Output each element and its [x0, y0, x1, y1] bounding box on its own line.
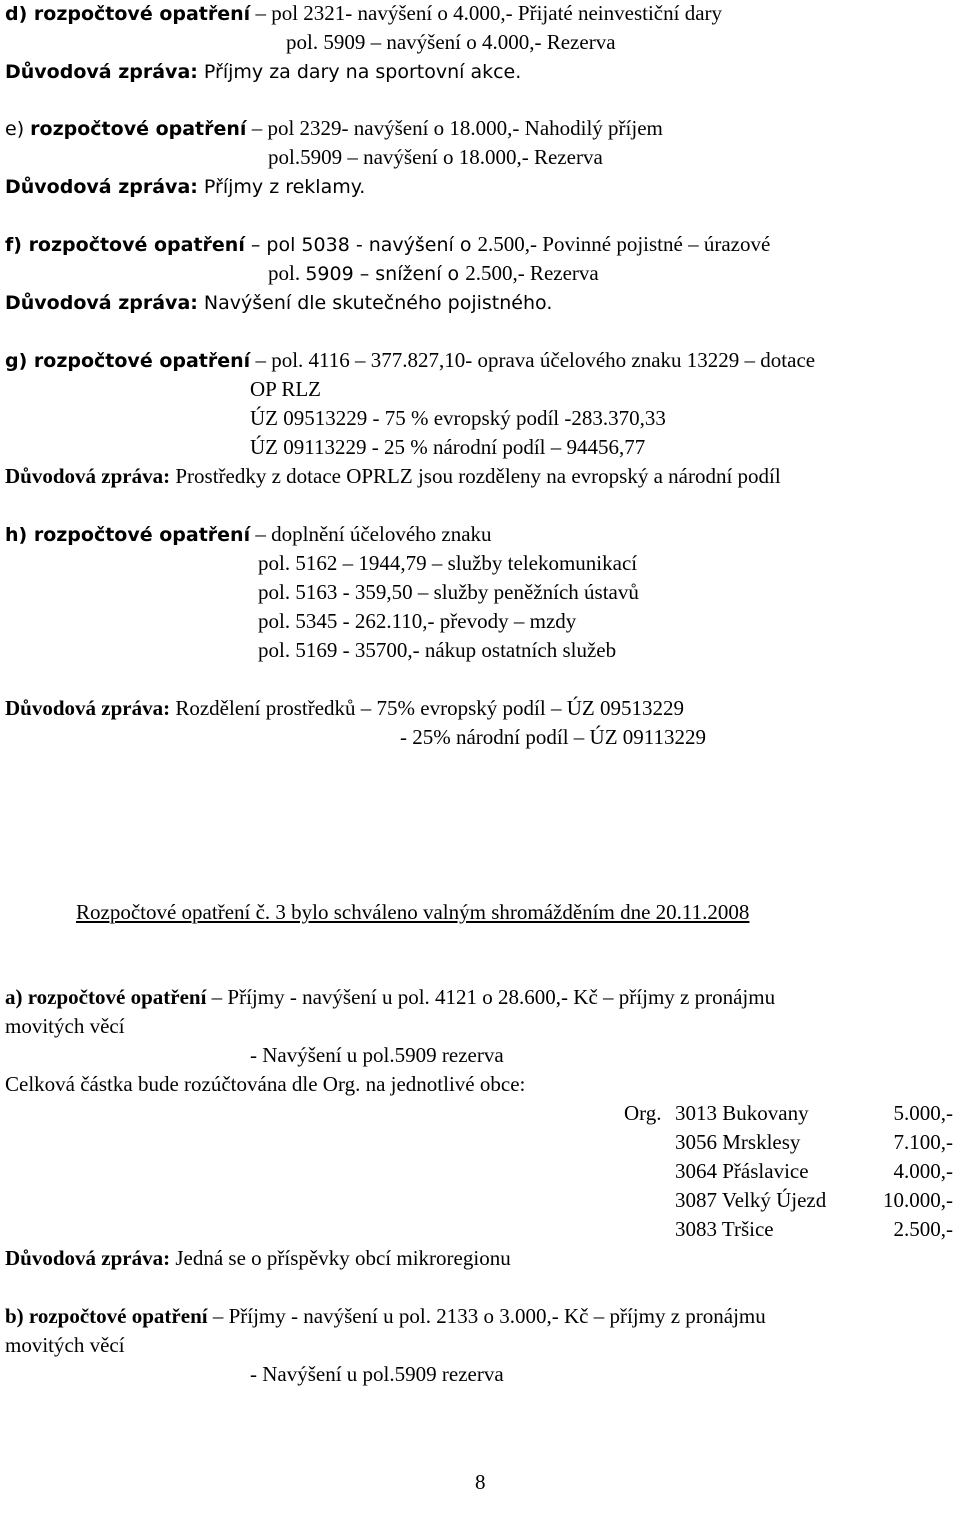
- section-b-line-2: movitých věcí: [5, 1333, 125, 1357]
- list-item: pol. 5345 - 262.110,- převody – mzdy: [258, 609, 577, 633]
- reason-text: Příjmy z reklamy.: [197, 176, 366, 198]
- org-amount: 2.500,-: [893, 1217, 953, 1241]
- section-h-text: – doplnění účelového znaku: [250, 522, 492, 546]
- section-a-reason: [5, 1246, 511, 1270]
- org-name: 3083 Tršice: [675, 1217, 774, 1241]
- section-e-heading: e) rozpočtové opatření: [5, 118, 247, 140]
- section-a-line-4: Celková částka bude rozúčtována dle Org. na jednotlivé obce:: [5, 1072, 526, 1096]
- org-amount: 5.000,-: [893, 1101, 953, 1125]
- section-b-heading: b) rozpočtové opatření: [5, 1304, 208, 1328]
- reason-label: Důvodová zpráva:: [5, 61, 198, 83]
- section-a-line-3: - Navýšení u pol.5909 rezerva: [250, 1043, 504, 1067]
- section-b-line-3: - Navýšení u pol.5909 rezerva: [250, 1362, 504, 1386]
- list-item: pol. 5163 - 359,50 – služby peněžních ústavů: [258, 580, 639, 604]
- reason-text: Rozdělení prostředků – 75% evropský podíl – ÚZ 09513229: [170, 696, 684, 720]
- section-g-text: – pol. 4116 – 377.827,10- oprava účelového znaku 13229 – dotace: [250, 348, 816, 372]
- section-f-text-b: 2.500,- Povinné pojistné – úrazové: [477, 232, 771, 256]
- org-amount: 10.000,-: [883, 1188, 953, 1212]
- list-item: pol. 5162 – 1944,79 – služby telekomunikací: [258, 551, 638, 575]
- org-amount: 7.100,-: [893, 1130, 953, 1154]
- section-g-heading: g) rozpočtové opatření: [5, 350, 251, 372]
- section-a-heading: a) rozpočtové opatření: [5, 985, 207, 1009]
- reason-label: Důvodová zpráva:: [5, 1246, 171, 1270]
- section-h-reason-line-2: - 25% národní podíl – ÚZ 09113229: [400, 725, 707, 749]
- section-g-line-3: ÚZ 09513229 - 75 % evropský podíl -283.370,33: [250, 406, 666, 430]
- list-item: pol. 5169 - 35700,- nákup ostatních služeb: [258, 638, 617, 662]
- section-f-line-2: [268, 261, 599, 286]
- section-e-line-2: pol.5909 – navýšení o 18.000,- Rezerva: [268, 145, 603, 169]
- approval-statement: Rozpočtové opatření č. 3 bylo schváleno valným shromážděním dne 20.11.2008: [76, 900, 750, 924]
- section-b-text: – Příjmy - navýšení u pol. 2133 o 3.000,- Kč – příjmy z pronájmu: [207, 1304, 766, 1328]
- section-d-line-2: pol. 5909 – navýšení o 4.000,- Rezerva: [286, 30, 616, 54]
- section-e-reason: [5, 174, 365, 199]
- section-d-text: – pol 2321- navýšení o 4.000,- Přijaté neinvestiční dary: [250, 1, 723, 25]
- reason-label: Důvodová zpráva:: [5, 292, 198, 314]
- section-f-text-a: – pol 5038 - navýšení o: [244, 234, 478, 256]
- section-d-line-1: [5, 1, 722, 26]
- org-name: 3064 Přáslavice: [675, 1159, 809, 1183]
- section-f-line-1: [5, 232, 770, 257]
- section-a-line-2: movitých věcí: [5, 1014, 125, 1038]
- reason-label: Důvodová zpráva:: [5, 696, 171, 720]
- org-name: 3013 Bukovany: [675, 1101, 809, 1125]
- section-b-line-1: [5, 1304, 766, 1328]
- section-h-heading: h) rozpočtové opatření: [5, 524, 251, 546]
- reason-text: Příjmy za dary na sportovní akce.: [197, 61, 522, 83]
- org-label: Org.: [624, 1101, 662, 1125]
- section-g-line-1: [5, 348, 815, 373]
- reason-text: Prostředky z dotace OPRLZ jsou rozděleny na evropský a národní podíl: [170, 464, 781, 488]
- section-a-text: – Příjmy - navýšení u pol. 4121 o 28.600,- Kč – příjmy z pronájmu: [206, 985, 776, 1009]
- section-g-reason: [5, 464, 781, 488]
- org-amount: 4.000,-: [893, 1159, 953, 1183]
- reason-text: Jedná se o příspěvky obcí mikroregionu: [170, 1246, 511, 1270]
- section-f-decrease: 5909 – snížení o: [305, 263, 466, 285]
- section-e-text: – pol 2329- navýšení o 18.000,- Nahodilý příjem: [246, 116, 663, 140]
- section-g-line-4: ÚZ 09113229 - 25 % národní podíl – 94456,77: [250, 435, 646, 459]
- section-f-reason: [5, 290, 552, 315]
- section-f-heading: f) rozpočtové opatření: [5, 234, 245, 256]
- page-number: 8: [475, 1470, 486, 1494]
- section-g-line-2: OP RLZ: [250, 377, 321, 401]
- section-h-reason: [5, 696, 684, 720]
- section-d-reason: [5, 59, 521, 84]
- reason-label: Důvodová zpráva:: [5, 464, 171, 488]
- reason-label: Důvodová zpráva:: [5, 176, 198, 198]
- section-f-reserve: 2.500,- Rezerva: [465, 261, 599, 285]
- section-d-heading: d) rozpočtové opatření: [5, 3, 251, 25]
- org-name: 3056 Mrsklesy: [675, 1130, 801, 1154]
- reason-text: Navýšení dle skutečného pojistného.: [197, 292, 553, 314]
- section-f-pol: pol.: [268, 261, 306, 285]
- section-a-line-1: [5, 985, 775, 1009]
- section-h-line-1: [5, 522, 492, 547]
- section-e-line-1: [5, 116, 663, 141]
- org-name: 3087 Velký Újezd: [675, 1188, 827, 1212]
